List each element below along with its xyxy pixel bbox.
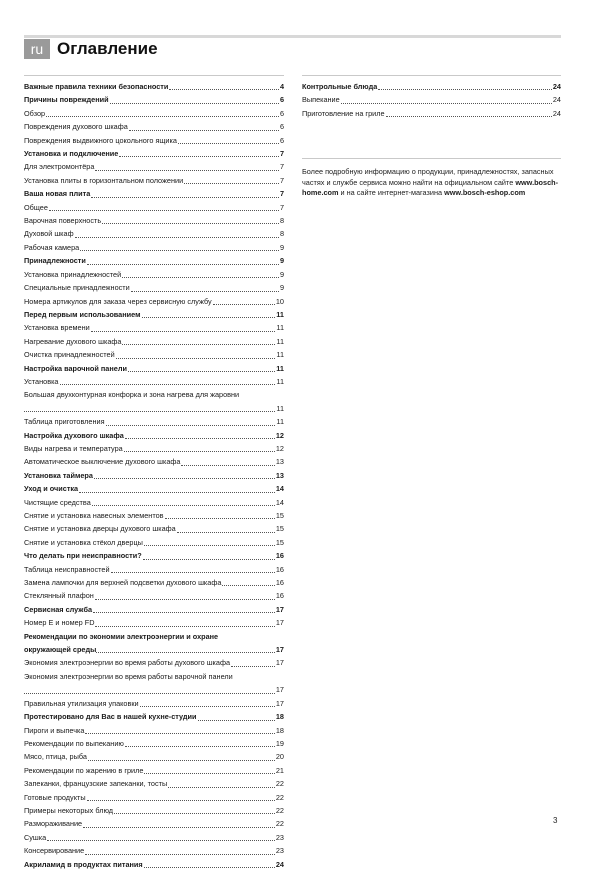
toc-entry-label: Настройка варочной панели xyxy=(24,363,127,373)
toc-entry[interactable] xyxy=(24,187,284,200)
dot-leader xyxy=(341,103,552,104)
dot-leader xyxy=(95,170,279,171)
toc-entry[interactable] xyxy=(24,576,284,589)
dot-leader xyxy=(140,706,275,707)
toc-entry-label: Нагревание духового шкафа xyxy=(24,336,122,346)
toc-page-number: 17 xyxy=(275,698,284,708)
info-paragraph xyxy=(302,167,561,199)
toc-entry-label: Выпекание xyxy=(302,95,340,105)
toc-page-number: 17 xyxy=(275,658,284,668)
toc-entry-label: Ваша новая плита xyxy=(24,189,91,199)
dot-leader xyxy=(178,143,279,144)
toc-entry-label: Установка плиты в горизонтальном положении xyxy=(24,175,184,185)
toc-entry[interactable] xyxy=(302,93,561,106)
dot-leader xyxy=(124,451,275,452)
toc-entry[interactable] xyxy=(24,724,284,737)
toc-entry-label: Что делать при неисправности? xyxy=(24,551,142,561)
toc-page-number: 16 xyxy=(275,578,284,588)
info-separator xyxy=(302,158,561,159)
dot-leader xyxy=(144,773,274,774)
toc-entry[interactable] xyxy=(24,710,284,723)
toc-page-number: 11 xyxy=(276,363,284,373)
toc-page-number: 11 xyxy=(276,350,284,360)
dot-leader xyxy=(116,358,276,359)
dot-leader xyxy=(83,827,275,828)
toc-entry-label: Экономия электроэнергии во время работы духового шкафа xyxy=(24,658,231,668)
toc-page-number: 17 xyxy=(275,604,284,614)
toc-page-number: 11 xyxy=(276,403,284,413)
toc-entry-label: Акриламид в продуктах питания xyxy=(24,859,143,869)
toc-entry-label: Приготовление на гриле xyxy=(302,108,385,118)
toc-page-number: 16 xyxy=(275,591,284,601)
dot-leader xyxy=(131,291,279,292)
toc-entry-label: Замена лампочки для верхней подсветки духового шкафа xyxy=(24,578,222,588)
dot-leader xyxy=(79,492,275,493)
toc-entry-label: Консервирование xyxy=(24,846,85,856)
dot-leader xyxy=(144,545,275,546)
toc-page-number: 22 xyxy=(275,792,284,802)
toc-entry-label: Готовые продукты xyxy=(24,792,86,802)
dot-leader xyxy=(88,760,275,761)
toc-entry[interactable] xyxy=(24,268,284,281)
toc-entry-line xyxy=(24,402,284,415)
toc-page-number: 10 xyxy=(275,296,284,306)
toc-entry[interactable] xyxy=(24,804,284,817)
toc-page-number: 15 xyxy=(275,511,284,520)
dot-leader xyxy=(165,518,275,519)
toc-entry-label: Пироги и выпечка xyxy=(24,725,85,735)
toc-entry[interactable] xyxy=(24,764,284,777)
dot-leader xyxy=(177,532,275,533)
dot-leader xyxy=(110,103,279,104)
toc-entry-label: Общее xyxy=(24,202,48,212)
toc-entry-label: Очистка принадлежностей xyxy=(24,350,115,360)
toc-entry-label: Размораживание xyxy=(24,819,83,829)
toc-entry-label: Экономия электроэнергии во время работы варочной панели xyxy=(24,671,233,681)
toc-page-number: 23 xyxy=(275,832,284,842)
toc-entry[interactable] xyxy=(24,858,284,871)
toc-page-number: 11 xyxy=(276,376,284,386)
dot-leader xyxy=(125,746,275,747)
toc-page-number: 16 xyxy=(275,551,284,561)
toc-entry-label: Причины повреждений xyxy=(24,95,109,105)
dot-leader xyxy=(378,89,552,90)
toc-entry[interactable] xyxy=(24,603,284,616)
dot-leader xyxy=(143,559,275,560)
toc-entry[interactable] xyxy=(24,697,284,710)
toc-entry[interactable] xyxy=(24,616,284,629)
website-link[interactable]: www.bosch-home.com xyxy=(302,177,559,198)
dot-leader xyxy=(92,505,275,506)
dot-leader xyxy=(75,237,279,238)
dot-leader xyxy=(24,693,275,694)
toc-page-number: 24 xyxy=(275,859,284,869)
toc-entry[interactable] xyxy=(24,522,284,535)
toc-entry[interactable] xyxy=(24,415,284,428)
dot-leader xyxy=(222,585,274,586)
toc-page-number: 23 xyxy=(275,846,284,856)
toc-page-number: 15 xyxy=(275,537,284,547)
toc-entry[interactable] xyxy=(24,737,284,750)
toc-page-number: 18 xyxy=(275,712,284,722)
dot-leader xyxy=(24,411,275,412)
toc-page-number: 6 xyxy=(279,95,284,105)
toc-page-number: 17 xyxy=(275,685,284,695)
toc-entry[interactable] xyxy=(24,281,284,294)
toc-entry-label: Стеклянный плафон xyxy=(24,591,94,601)
toc-entry-label: Перед первым использованием xyxy=(24,309,141,319)
toc-entry[interactable] xyxy=(24,469,284,482)
dot-leader xyxy=(122,277,279,278)
toc-page-number: 9 xyxy=(279,283,284,293)
dot-leader xyxy=(93,612,275,613)
dot-leader xyxy=(169,89,279,90)
eshop-link[interactable]: www.bosch-eshop.com xyxy=(444,188,526,198)
toc-page-number: 22 xyxy=(275,805,284,815)
toc-page-number: 12 xyxy=(275,443,284,453)
toc-page-number: 6 xyxy=(279,108,284,118)
toc-entry[interactable] xyxy=(24,482,284,495)
toc-list-left xyxy=(24,80,284,871)
toc-entry-label: Правильная утилизация упаковки xyxy=(24,698,139,708)
dot-leader xyxy=(168,787,275,788)
toc-entry-line xyxy=(24,683,284,696)
toc-entry-label: Установка таймера xyxy=(24,470,93,480)
toc-entry-label: Для электромонтёра xyxy=(24,162,95,172)
toc-page-number: 9 xyxy=(279,256,284,266)
toc-page-number: 24 xyxy=(552,82,561,91)
toc-entry-label: Сервисная служба xyxy=(24,604,93,614)
toc-page-number: 4 xyxy=(279,82,284,91)
toc-entry[interactable] xyxy=(302,80,561,93)
toc-entry-label: Рекомендации по жарению в гриле xyxy=(24,765,144,775)
toc-entry-label: Номер E и номер FD xyxy=(24,618,95,628)
toc-entry[interactable] xyxy=(24,93,284,106)
toc-page-number: 21 xyxy=(275,765,284,775)
dot-leader xyxy=(122,344,275,345)
toc-entry-label: Обзор xyxy=(24,108,46,118)
toc-entry[interactable] xyxy=(24,831,284,844)
toc-entry[interactable] xyxy=(24,455,284,468)
toc-page-number: 6 xyxy=(279,122,284,132)
toc-entry-label: Повреждения выдвижного цокольного ящика xyxy=(24,135,177,145)
toc-page-number: 11 xyxy=(276,309,284,319)
toc-entry[interactable] xyxy=(24,308,284,321)
toc-entry[interactable] xyxy=(24,321,284,334)
dot-leader xyxy=(198,720,275,721)
toc-entry[interactable] xyxy=(24,134,284,147)
info-text: Более подробную информацию о продукции, принадлежностях, запасных частях и службе сервиса можно найти на официальном сайте xyxy=(302,167,554,187)
toc-page-number: 16 xyxy=(275,564,284,574)
toc-entry-label: Снятие и установка навесных элементов xyxy=(24,511,164,520)
dot-leader xyxy=(49,210,279,211)
toc-page-number: 9 xyxy=(279,269,284,279)
dot-leader xyxy=(184,183,279,184)
toc-page-number: 20 xyxy=(275,752,284,762)
toc-entry-label: Примеры некоторых блюд xyxy=(24,805,114,815)
dot-leader xyxy=(95,626,274,627)
toc-page-number: 7 xyxy=(279,189,284,199)
toc-entry[interactable] xyxy=(24,241,284,254)
dot-leader xyxy=(96,652,275,653)
toc-entry[interactable] xyxy=(24,563,284,576)
dot-leader xyxy=(231,666,275,667)
toc-entry-label: Автоматическое выключение духового шкафа xyxy=(24,457,181,467)
toc-entry-label: Настройка духового шкафа xyxy=(24,430,124,440)
toc-entry[interactable] xyxy=(24,362,284,375)
toc-page-number: 13 xyxy=(275,470,284,480)
page-title: Оглавление xyxy=(57,39,158,58)
toc-entry-label: Установка xyxy=(24,376,59,386)
toc-entry-label: Духовой шкаф xyxy=(24,229,74,239)
toc-page-number: 12 xyxy=(275,430,284,440)
dot-leader xyxy=(128,371,275,372)
toc-entry-line xyxy=(24,643,284,656)
toc-entry-label: Таблица неисправностей xyxy=(24,564,110,574)
toc-entry-label: Принадлежности xyxy=(24,256,86,266)
toc-entry-label: Виды нагрева и температура xyxy=(24,443,123,453)
toc-entry-label: Снятие и установка стёкол дверцы xyxy=(24,537,143,547)
dot-leader xyxy=(129,130,279,131)
toc-entry[interactable] xyxy=(24,254,284,267)
toc-entry[interactable] xyxy=(24,80,284,93)
toc-page-number: 24 xyxy=(552,95,561,105)
toc-entry[interactable] xyxy=(24,174,284,187)
toc-page-number: 13 xyxy=(275,457,284,467)
toc-page-number: 8 xyxy=(279,229,284,239)
toc-entry[interactable] xyxy=(24,107,284,120)
toc-entry[interactable] xyxy=(24,201,284,214)
toc-entry[interactable] xyxy=(24,214,284,227)
dot-leader xyxy=(111,572,275,573)
toc-entry[interactable] xyxy=(24,227,284,240)
toc-entry-label: Сушка xyxy=(24,832,47,842)
toc-entry[interactable] xyxy=(24,777,284,790)
toc-page-number: 14 xyxy=(275,484,284,494)
dot-leader xyxy=(106,425,276,426)
toc-page-number: 11 xyxy=(276,323,284,333)
dot-leader xyxy=(87,264,279,265)
dot-leader xyxy=(85,733,274,734)
page-number: 3 xyxy=(553,816,558,825)
dot-leader xyxy=(144,867,275,868)
dot-leader xyxy=(102,223,279,224)
toc-page-number: 7 xyxy=(279,162,284,172)
toc-entry[interactable] xyxy=(24,791,284,804)
dot-leader xyxy=(87,800,275,801)
toc-page-number: 19 xyxy=(275,738,284,748)
toc-entry[interactable] xyxy=(24,509,284,522)
toc-page-number: 22 xyxy=(275,819,284,829)
toc-entry-label: Рекомендации по экономии электроэнергии и охране xyxy=(24,631,219,641)
toc-page-number: 18 xyxy=(275,725,284,735)
dot-leader xyxy=(46,116,279,117)
toc-entry-label: Снятие и установка дверцы духового шкафа xyxy=(24,524,176,534)
dot-leader xyxy=(125,438,275,439)
toc-left-column xyxy=(24,73,284,871)
toc-page-number: 17 xyxy=(275,618,284,628)
toc-entry-label: Уход и очистка xyxy=(24,484,79,494)
toc-entry-label: Рекомендации по выпеканию xyxy=(24,738,124,748)
dot-leader xyxy=(91,197,279,198)
toc-entry-label: Контрольные блюда xyxy=(302,82,378,91)
dot-leader xyxy=(94,478,275,479)
toc-entry[interactable] xyxy=(24,442,284,455)
toc-entry[interactable] xyxy=(24,375,284,388)
toc-entry-label: Установка времени xyxy=(24,323,90,333)
toc-entry[interactable] xyxy=(24,295,284,308)
toc-entry-label: Запеканки, французские запеканки, тосты xyxy=(24,779,168,789)
dot-leader xyxy=(386,116,552,117)
toc-entry-label: Установка принадлежностей xyxy=(24,269,122,279)
toc-page-number: 6 xyxy=(279,135,284,145)
toc-entry[interactable] xyxy=(24,589,284,602)
toc-page-number: 8 xyxy=(279,216,284,226)
dot-leader xyxy=(142,317,276,318)
toc-entry[interactable] xyxy=(24,536,284,549)
toc-entry-label: окружающей среды xyxy=(24,645,97,655)
toc-page-number: 14 xyxy=(275,497,284,507)
toc-entry[interactable] xyxy=(24,348,284,361)
dot-leader xyxy=(80,250,279,251)
toc-page-number: 7 xyxy=(279,175,284,185)
toc-entry-label: Рабочая камера xyxy=(24,242,80,252)
toc-entry-label: Протестировано для Вас в нашей кухне-студии xyxy=(24,712,197,722)
toc-list-right xyxy=(302,80,561,120)
dot-leader xyxy=(47,840,275,841)
toc-entry[interactable] xyxy=(24,817,284,830)
dot-leader xyxy=(114,813,275,814)
toc-entry-label: Мясо, птица, рыба xyxy=(24,752,87,762)
toc-page-number: 9 xyxy=(279,242,284,252)
dot-leader xyxy=(119,156,279,157)
toc-entry[interactable] xyxy=(24,750,284,763)
column-rule xyxy=(302,75,561,76)
toc-entry[interactable] xyxy=(302,107,561,120)
dot-leader xyxy=(60,384,276,385)
toc-entry[interactable] xyxy=(24,147,284,160)
toc-entry[interactable] xyxy=(24,630,284,657)
toc-entry[interactable] xyxy=(24,160,284,173)
toc-entry-label: Большая двухконтурная конфорка и зона нагрева для жаровни xyxy=(24,390,240,400)
toc-right-column xyxy=(302,73,561,199)
toc-entry[interactable] xyxy=(24,670,284,697)
dot-leader xyxy=(85,854,275,855)
toc-page-number: 17 xyxy=(275,645,284,655)
toc-entry[interactable] xyxy=(24,120,284,133)
toc-entry[interactable] xyxy=(24,656,284,669)
info-text: и на сайте интернет-магазина xyxy=(338,188,445,198)
toc-entry-label: Таблица приготовления xyxy=(24,417,105,427)
toc-page-number: 24 xyxy=(552,108,561,118)
toc-entry-label: Чистящие средства xyxy=(24,497,91,507)
toc-entry-label: Специальные принадлежности xyxy=(24,283,130,293)
dot-leader xyxy=(213,304,275,305)
toc-entry[interactable] xyxy=(24,549,284,562)
toc-entry[interactable] xyxy=(24,496,284,509)
column-rule xyxy=(24,75,284,76)
toc-entry-label: Варочная поверхность xyxy=(24,216,102,226)
toc-entry[interactable] xyxy=(24,335,284,348)
toc-entry-label: Повреждения духового шкафа xyxy=(24,122,128,132)
toc-entry[interactable] xyxy=(24,429,284,442)
toc-entry[interactable] xyxy=(24,388,284,415)
toc-entry-label: Установка и подключение xyxy=(24,149,119,159)
toc-page-number: 7 xyxy=(279,149,284,159)
toc-page-number: 22 xyxy=(275,779,284,789)
toc-page-number: 11 xyxy=(276,336,284,346)
toc-entry[interactable] xyxy=(24,844,284,857)
toc-entry-label: Важные правила техники безопасности xyxy=(24,82,169,91)
dot-leader xyxy=(95,599,275,600)
toc-page-number: 11 xyxy=(276,417,284,427)
toc-page-number: 15 xyxy=(275,524,284,534)
dot-leader xyxy=(91,331,276,332)
language-badge: ru xyxy=(24,39,50,59)
toc-page-number: 7 xyxy=(279,202,284,212)
toc-entry-label: Номера артикулов для заказа через сервисную службу xyxy=(24,296,212,306)
dot-leader xyxy=(181,465,274,466)
